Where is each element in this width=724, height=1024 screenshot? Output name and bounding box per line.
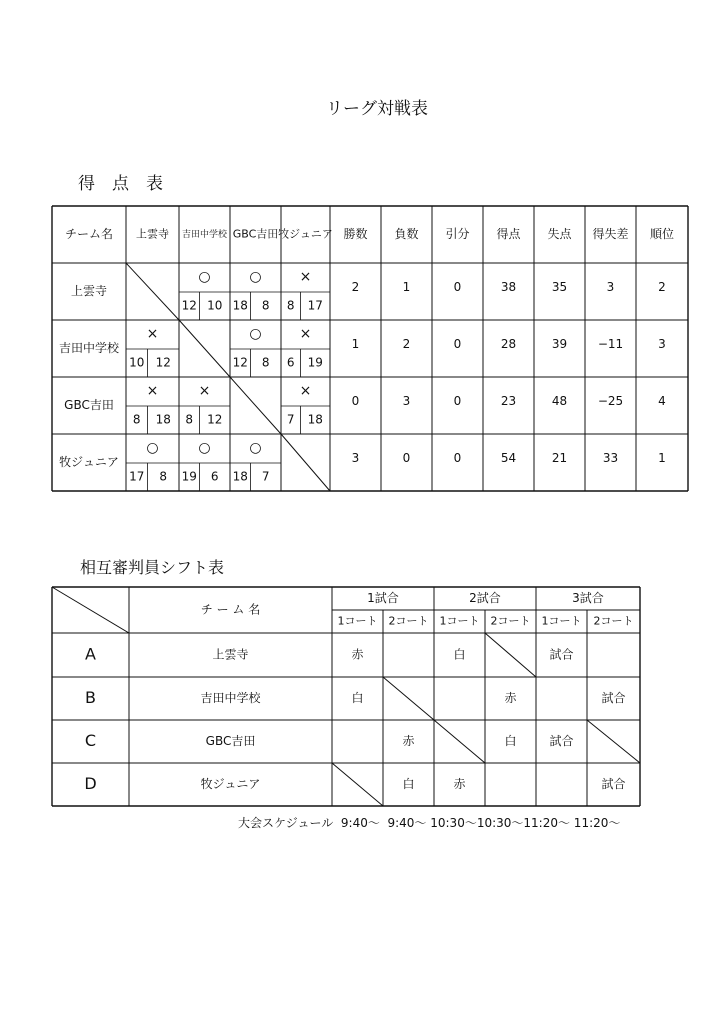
shift-cell: 白 <box>453 647 466 662</box>
diagonal-slash <box>332 763 383 806</box>
result-mark: × <box>299 383 312 399</box>
score-against: 17 <box>307 298 323 313</box>
result-mark: × <box>146 383 159 399</box>
score-against: 10 <box>207 298 223 313</box>
diagonal-slash <box>126 263 179 320</box>
score-against: 18 <box>155 412 171 427</box>
court-label: 2コート <box>593 614 634 628</box>
diagonal-slash <box>434 720 485 763</box>
diagonal-slash <box>179 320 230 377</box>
score-header-7: 引分 <box>445 227 470 241</box>
diagonal-slash <box>485 633 536 677</box>
score-value: 35 <box>551 280 568 294</box>
score-for: 17 <box>129 469 145 484</box>
shift-team-name: 吉田中学校 <box>200 691 261 705</box>
score-against: 8 <box>261 298 270 313</box>
page-title: リーグ対戦表 <box>326 99 428 119</box>
shift-cell: 試合 <box>549 734 574 748</box>
score-value: 2 <box>351 280 360 294</box>
score-against: 7 <box>261 469 270 484</box>
result-mark: ○ <box>249 269 262 285</box>
shift-cell: 白 <box>402 777 415 791</box>
shift-cell: 赤 <box>504 691 517 705</box>
shift-team-name: 上雲寺 <box>212 647 249 662</box>
score-for: 7 <box>286 412 295 427</box>
score-value: 2 <box>658 280 666 294</box>
shift-letter: A <box>85 644 96 664</box>
diagonal-slash <box>281 434 330 491</box>
result-mark: ○ <box>249 440 262 456</box>
score-team-name: 上雲寺 <box>70 284 108 298</box>
shift-team-name: 牧ジュニア <box>200 777 261 791</box>
score-value: 0 <box>402 451 411 465</box>
score-value: 1 <box>658 451 666 465</box>
score-value: 21 <box>551 451 568 465</box>
score-value: 38 <box>500 280 517 294</box>
court-label: 1コート <box>541 614 582 628</box>
score-header-4: 牧ジュニア <box>278 227 333 241</box>
court-label: 1コート <box>337 614 378 628</box>
score-for: 6 <box>286 355 295 370</box>
score-header-11: 順位 <box>649 227 675 241</box>
score-header-1: 上雲寺 <box>136 227 169 241</box>
result-mark: ○ <box>198 269 211 285</box>
result-mark: × <box>146 326 159 342</box>
score-team-name: 牧ジュニア <box>59 455 119 469</box>
score-against: 19 <box>307 355 323 370</box>
score-value: 3 <box>658 337 666 351</box>
score-value: 0 <box>453 394 462 408</box>
court-label: 1コート <box>439 614 480 628</box>
score-against: 12 <box>155 355 171 370</box>
score-team-name: GBC吉田 <box>64 398 114 412</box>
shift-team-name: GBC吉田 <box>205 734 256 748</box>
court-label: 2コート <box>490 614 531 628</box>
score-for: 18 <box>232 298 248 313</box>
schedule-line: 大会スケジュール 9:40～ 9:40～ 10:30～10:30～11:20～ 11:20～ <box>238 816 621 830</box>
diagonal-slash <box>230 377 281 434</box>
shift-cell: 試合 <box>601 691 626 705</box>
score-table-heading: 得 点 表 <box>78 174 163 194</box>
score-against: 8 <box>261 355 270 370</box>
result-mark: × <box>299 269 312 285</box>
shift-cell: 試合 <box>549 647 574 662</box>
score-header-2: 吉田中学校 <box>181 230 228 240</box>
result-mark: × <box>198 383 211 399</box>
score-for: 12 <box>232 355 248 370</box>
result-mark: × <box>299 326 312 342</box>
shift-table-heading: 相互審判員シフト表 <box>80 558 225 577</box>
shift-header-slash <box>52 587 129 633</box>
score-value: 3 <box>606 280 615 294</box>
shift-cell: 白 <box>504 734 517 748</box>
score-header-0: チーム名 <box>64 227 114 241</box>
diagonal-slash <box>383 677 434 720</box>
score-for: 10 <box>129 355 145 370</box>
score-for: 12 <box>181 298 197 313</box>
score-value: 3 <box>351 451 360 465</box>
score-value: 48 <box>551 394 568 408</box>
shift-cell: 赤 <box>453 777 466 791</box>
shift-cell: 試合 <box>601 777 626 791</box>
court-label: 2コート <box>388 614 429 628</box>
shift-letter: D <box>84 774 97 793</box>
score-for: 8 <box>132 412 141 427</box>
score-for: 8 <box>185 412 194 427</box>
score-value: 0 <box>453 451 462 465</box>
shift-cell: 赤 <box>402 734 415 748</box>
score-header-5: 勝数 <box>343 227 368 241</box>
score-header-3: GBC吉田 <box>232 227 279 241</box>
score-value: 33 <box>602 451 619 465</box>
score-header-6: 負数 <box>394 227 419 241</box>
score-against: 18 <box>307 412 323 427</box>
score-header-9: 失点 <box>547 227 572 241</box>
score-header-10: 得失差 <box>592 227 629 241</box>
shift-cell: 白 <box>351 691 364 705</box>
result-mark: ○ <box>198 440 211 456</box>
score-value: 1 <box>351 337 360 351</box>
score-value: −11 <box>597 337 624 351</box>
score-value: 3 <box>402 394 411 408</box>
score-value: 1 <box>402 280 411 294</box>
diagonal-slash <box>587 720 640 763</box>
shift-team-header: チ ー ム 名 <box>200 602 261 617</box>
score-for: 8 <box>286 298 295 313</box>
match-label: 3試合 <box>572 591 604 605</box>
score-against: 12 <box>207 412 223 427</box>
score-for: 18 <box>232 469 248 484</box>
score-value: −25 <box>597 394 624 408</box>
result-mark: ○ <box>146 440 159 456</box>
score-value: 39 <box>551 337 568 351</box>
shift-letter: C <box>84 731 97 750</box>
score-value: 0 <box>453 280 462 294</box>
score-header-8: 得点 <box>496 227 521 241</box>
score-value: 23 <box>500 394 517 408</box>
score-value: 0 <box>453 337 462 351</box>
score-for: 19 <box>181 469 197 484</box>
score-value: 2 <box>402 337 411 351</box>
score-value: 54 <box>500 451 517 465</box>
score-value: 0 <box>351 394 360 408</box>
score-value: 4 <box>658 394 666 408</box>
score-team-name: 吉田中学校 <box>58 341 120 355</box>
score-against: 6 <box>210 469 219 484</box>
shift-cell: 赤 <box>351 647 364 662</box>
score-value: 28 <box>500 337 517 351</box>
score-against: 8 <box>159 469 168 484</box>
result-mark: ○ <box>249 326 262 342</box>
shift-letter: B <box>85 688 96 707</box>
match-label: 2試合 <box>469 591 501 605</box>
match-label: 1試合 <box>367 591 399 605</box>
